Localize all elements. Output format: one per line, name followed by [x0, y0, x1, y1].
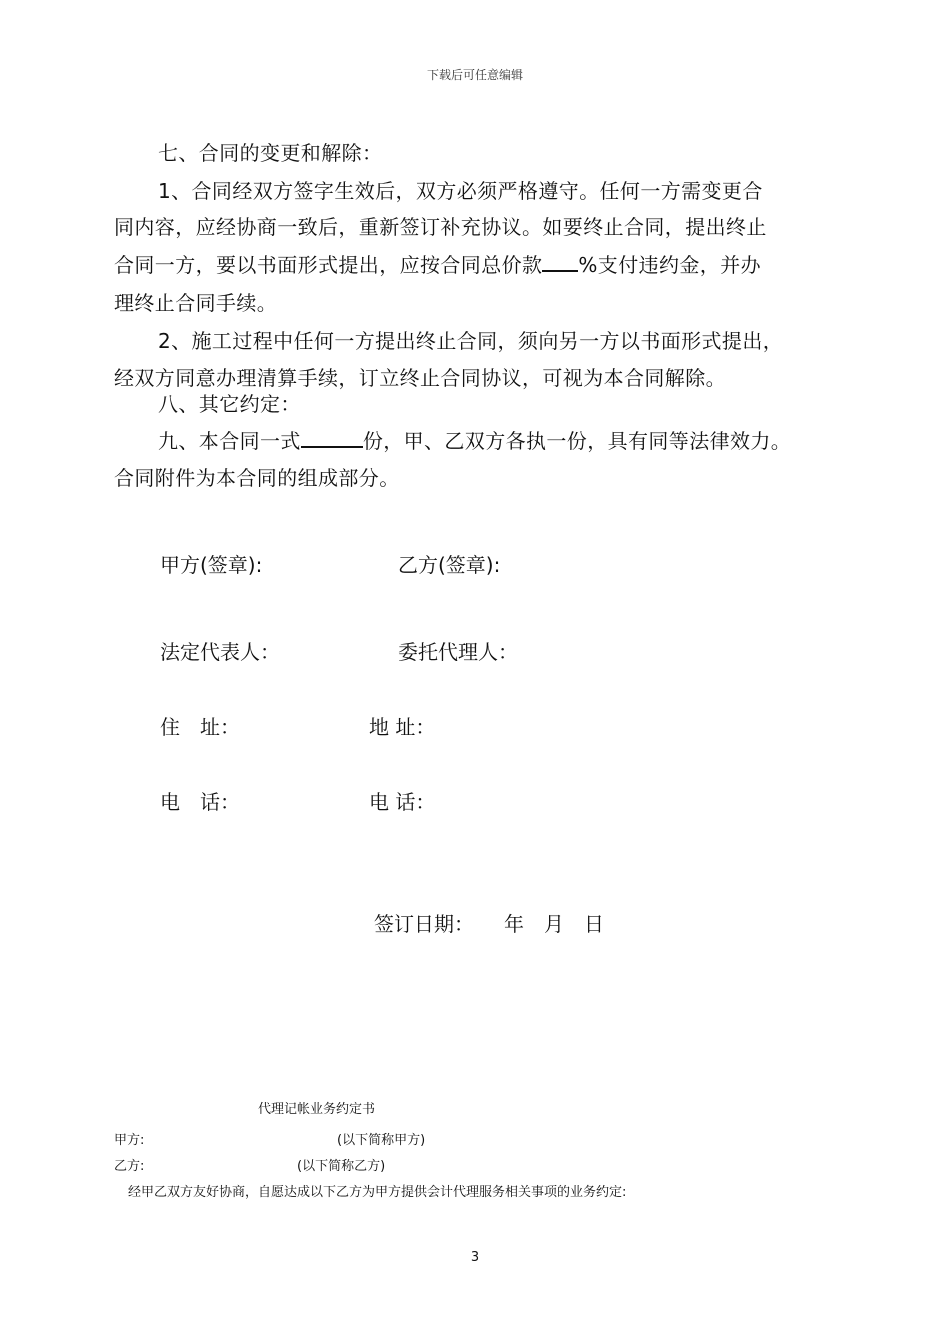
section-7-p1-line4: 理终止合同手续。 [114, 291, 278, 315]
party-b-address-label: 地 址： [369, 715, 436, 739]
section-7-heading: 七、合同的变更和解除： [158, 141, 383, 165]
appendix-intro: 经甲乙双方友好协商，自愿达成以下乙方为甲方提供会计代理服务相关事项的业务约定: [128, 1185, 627, 1200]
party-b-signature-label: 乙方(签章): [398, 553, 501, 577]
section-9-line2: 合同附件为本合同的组成部分。 [114, 466, 400, 490]
section-7-p1-line3-end: %支付违约金，并办 [578, 253, 762, 277]
penalty-percent-blank [542, 252, 578, 272]
appendix-title: 代理记帐业务约定书 [258, 1102, 376, 1117]
party-a-signature-label: 甲方(签章): [160, 553, 263, 577]
section-9-line1-end: 份，甲、乙双方各执一份，具有同等法律效力。 [362, 429, 792, 453]
appendix-party-b-note: (以下简称乙方) [297, 1159, 386, 1174]
section-7-p2-line2: 经双方同意办理清算手续，订立终止合同协议，可视为本合同解除。 [114, 366, 726, 390]
section-7-p1-line3-start: 合同一方，要以书面形式提出，应按合同总价款 [114, 253, 543, 277]
section-8-heading: 八、其它约定： [158, 392, 301, 416]
signing-date-label: 签订日期： 年 月 日 [374, 912, 604, 936]
copies-count-blank [301, 428, 363, 448]
section-9-line1-start: 九、本合同一式 [158, 429, 301, 453]
section-7-p2-line1: 2、施工过程中任何一方提出终止合同，须向另一方以书面形式提出， [158, 329, 784, 353]
page-number: 3 [470, 1250, 480, 1265]
section-7-p1-line3 [114, 249, 761, 278]
appendix-party-b-label: 乙方: [114, 1159, 145, 1174]
authorized-agent-label: 委托代理人： [398, 640, 518, 664]
section-9-line1 [158, 425, 791, 454]
section-7-p1-line1: 1、合同经双方签字生效后，双方必须严格遵守。任何一方需变更合 [158, 179, 763, 203]
page-header-note: 下载后可任意编辑 [426, 68, 523, 82]
appendix-party-a-label: 甲方: [114, 1133, 145, 1148]
party-b-phone-label: 电 话： [369, 790, 436, 814]
party-a-address-label: 住 址： [160, 715, 240, 739]
section-7-p1-line2: 同内容，应经协商一致后，重新签订补充协议。如要终止合同，提出终止 [114, 215, 767, 239]
legal-representative-label: 法定代表人： [160, 640, 280, 664]
party-a-phone-label: 电 话： [160, 790, 240, 814]
appendix-party-a-note: (以下简称甲方) [337, 1133, 426, 1148]
